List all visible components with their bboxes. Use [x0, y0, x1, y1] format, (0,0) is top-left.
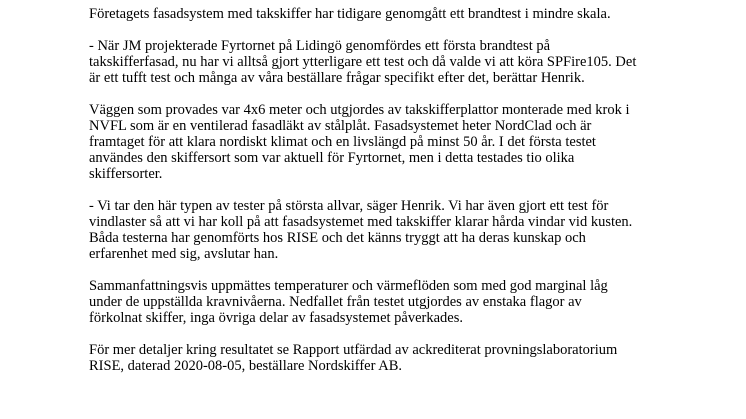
text-line: förkolnat skiffer, inga övriga delar av fasadsystemet påverkades.: [89, 310, 463, 326]
paragraph-previous-test: [89, 6, 669, 22]
text-line: RISE, daterad 2020-08-05, beställare Nordskiffer AB.: [89, 358, 403, 374]
paragraph-wall-description: [89, 102, 669, 182]
text-line: vindlaster så att vi har koll på att fasadsystemet med takskiffer klarar hårda vindar vid kusten.: [89, 214, 633, 230]
text-line: takskifferfasad, nu har vi alltså gjort ytterligare ett test och då valde vi att köra SPFire105. Det: [89, 54, 637, 70]
text-line: Företagets fasadsystem med takskiffer har tidigare genomgått ett brandtest i mindre skala.: [89, 6, 611, 22]
paragraph-quote-tests: [89, 198, 669, 262]
text-line: erfarenhet med sig, avslutar han.: [89, 246, 279, 262]
paragraph-report-reference: [89, 342, 669, 374]
paragraph-summary: [89, 278, 669, 326]
text-line: under de uppställda kravnivåerna. Nedfallet från testet utgjordes av enstaka flagor av: [89, 294, 582, 310]
text-line: Väggen som provades var 4x6 meter och utgjordes av takskifferplattor monterade med krok i: [89, 102, 630, 118]
text-line: NVFL som är en ventilerad fasadläkt av stålplåt. Fasadsystemet heter NordClad och är: [89, 118, 592, 134]
text-line: Sammanfattningsvis uppmättes temperaturer och värmeflöden som med god marginal låg: [89, 278, 608, 294]
text-line: är ett tufft test och många av våra beställare frågar specifikt efter det, berättar Henrik.: [89, 70, 585, 86]
text-line: - Vi tar den här typen av tester på största allvar, säger Henrik. Vi har även gjort ett test för: [89, 198, 609, 214]
document-body: [89, 6, 669, 390]
text-line: Båda testerna har genomförts hos RISE och det känns tryggt att ha deras kunskap och: [89, 230, 586, 246]
paragraph-quote-fyrtornet: [89, 38, 669, 86]
text-line: För mer detaljer kring resultatet se Rapport utfärdad av ackrediterat provningslaboratorium: [89, 342, 618, 358]
text-line: skiffersorter.: [89, 166, 163, 182]
text-line: framtaget för att klara nordiskt klimat och en livslängd på minst 50 år. I det första testet: [89, 134, 596, 150]
text-line: - När JM projekterade Fyrtornet på Lidingö genomfördes ett första brandtest på: [89, 38, 551, 54]
text-line: användes den skiffersort som var aktuell för Fyrtornet, men i detta testades tio olika: [89, 150, 575, 166]
